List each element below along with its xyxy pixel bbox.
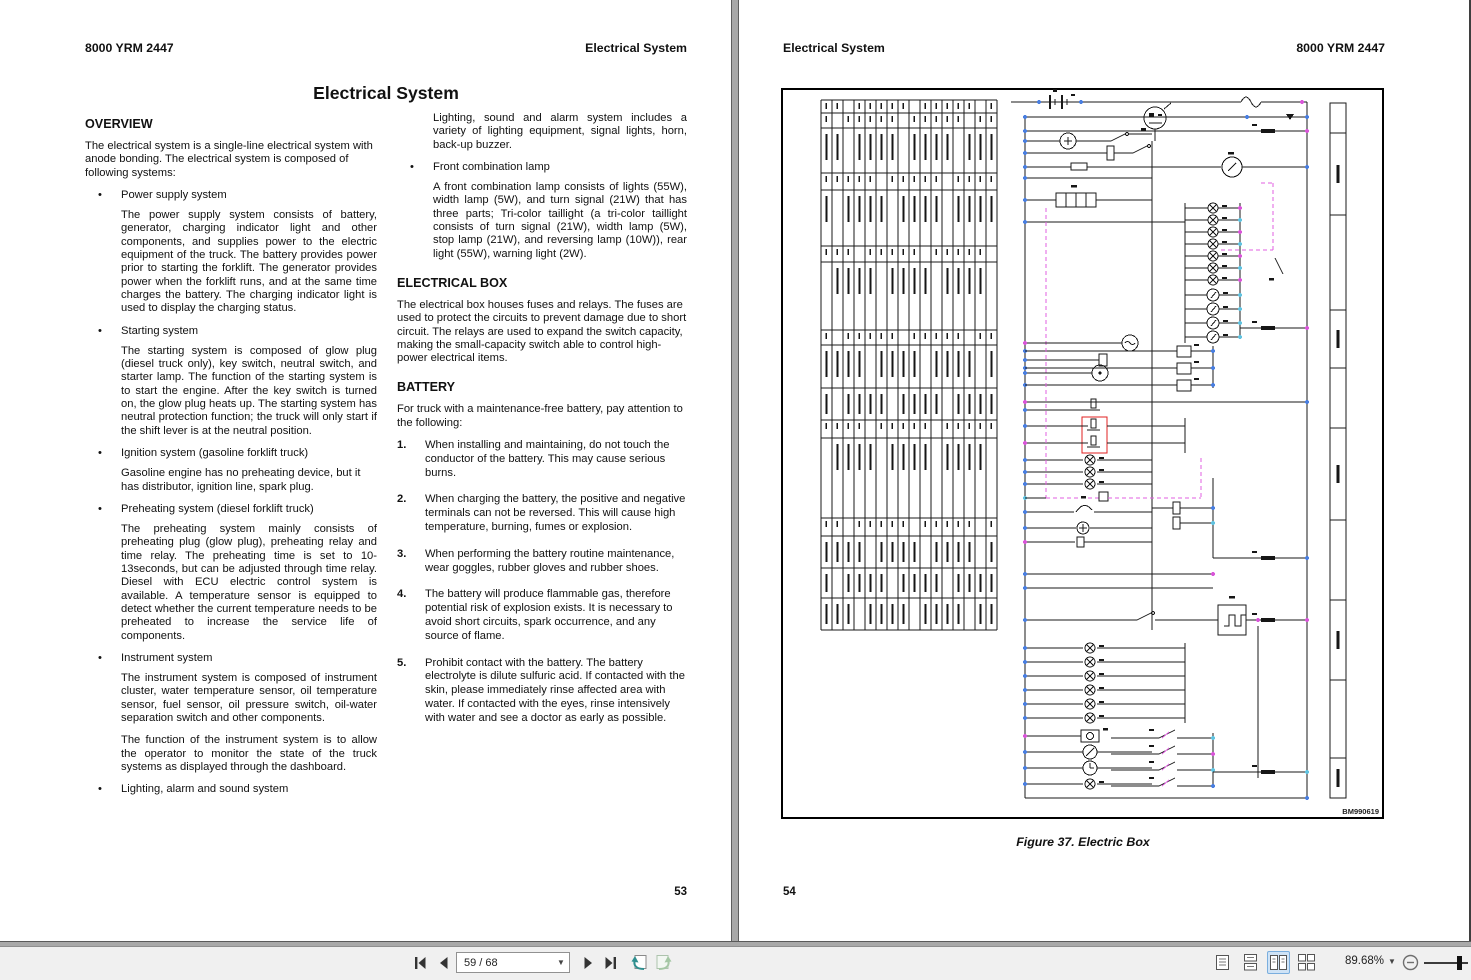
sub-paragraph: The preheating system mainly consists of preheating plug (glow plug), preheating relay and time relay. The preheating time is set to 10-13seconds, but can be adjusted through time relay. Diesel with ECU electric control system is available. A temperature sensor is equipped to detect whether the current temperature needs to be preheated to increase the service life of components. xyxy=(121,523,377,642)
header-doc-code: 8000 YRM 2447 xyxy=(1296,41,1385,55)
bullet-label: Instrument system xyxy=(121,651,213,664)
sub-paragraph: The instrument system is composed of instrument cluster, water temperature sensor, oil temperature sensor, fuel sensor, oil pressure switch, oil-water separation switch and other components. xyxy=(121,672,377,724)
item-text: When performing the battery routine maintenance, wear goggles, rubber gloves and rubber shoes. xyxy=(425,547,675,574)
figure-caption: Figure 37. Electric Box xyxy=(1016,835,1150,849)
facing-continuous-icon xyxy=(1298,954,1315,971)
page-title: Electrical System xyxy=(313,83,459,103)
text-column-2 xyxy=(397,112,687,739)
text-column-1 xyxy=(85,112,377,803)
electric-box-schematic xyxy=(781,88,1385,820)
bullet-item xyxy=(85,325,377,338)
bullet-item xyxy=(85,189,377,202)
page-field-value: 59 / 68 xyxy=(464,956,498,969)
section-heading: OVERVIEW xyxy=(85,117,153,131)
zoom-dropdown-caret-icon[interactable]: ▼ xyxy=(1388,957,1396,966)
next-view-button[interactable] xyxy=(653,952,675,974)
bullet-label: Lighting, alarm and sound system xyxy=(121,783,289,796)
last-page-icon xyxy=(603,955,619,971)
previous-view-button[interactable] xyxy=(628,952,650,974)
item-text: Prohibit contact with the battery. The battery electrolyte is dilute sulfuric acid. If contacted with the skin, please immediately rinse affected area with water. If contacted with the eyes, rinse intensively with water and see a doctor as early as possible. xyxy=(425,656,685,724)
numbered-item xyxy=(397,588,687,643)
minus-circle-icon xyxy=(1402,954,1419,971)
item-text: When installing and maintaining, do not touch the conductor of the battery. This may cause serious burns. xyxy=(425,439,670,479)
next-page-button[interactable] xyxy=(577,952,599,974)
diagram-code: BM990619 xyxy=(1342,807,1379,816)
header-doc-code: 8000 YRM 2447 xyxy=(85,41,174,55)
layout-continuous-button[interactable] xyxy=(1239,951,1262,974)
bullet-label: Starting system xyxy=(121,324,199,337)
page-number: 54 xyxy=(783,886,796,898)
chevron-down-icon[interactable]: ▼ xyxy=(557,958,565,967)
bullet-marker: • xyxy=(98,446,102,459)
bullet-item xyxy=(85,503,377,516)
zoom-out-button[interactable] xyxy=(1402,954,1419,976)
sub-paragraph: The starting system is composed of glow plug (diesel truck only), key switch, neutral switch, and starter lamp. The function of the starting system is to start the engine. After the key switch is turned on, the glow plug heats up. The starting system has neutral protection function; the truck will only start if the shift lever is at the neutral position. xyxy=(121,344,377,437)
facing-pages-icon xyxy=(1270,954,1287,971)
first-page-icon xyxy=(412,955,428,971)
page-number: 53 xyxy=(674,886,687,898)
layout-single-page-button[interactable] xyxy=(1211,951,1234,974)
bullet-label: Preheating system (diesel forklift truck) xyxy=(121,502,314,515)
paragraph: The electrical system is a single-line electrical system with anode bonding. The electrical system is composed of following systems: xyxy=(85,140,373,179)
page-53 xyxy=(0,0,731,941)
item-number: 5. xyxy=(397,656,407,669)
bullet-label: Ignition system (gasoline forklift truck) xyxy=(121,446,309,459)
zoom-slider-handle[interactable] xyxy=(1457,956,1462,970)
layout-facing-continuous-button[interactable] xyxy=(1295,951,1318,974)
item-number: 4. xyxy=(397,588,407,601)
sub-paragraph: The function of the instrument system is to allow the operator to monitor the state of the truck systems as displayed through the dashboard. xyxy=(121,734,377,773)
header-section: Electrical System xyxy=(783,41,885,55)
page-header xyxy=(783,41,1385,55)
header-section: Electrical System xyxy=(585,41,687,55)
bullet-marker: • xyxy=(98,188,102,201)
page-number-combobox[interactable] xyxy=(456,952,570,973)
bullet-item xyxy=(397,161,687,174)
zoom-level-value[interactable]: 89.68% xyxy=(1344,955,1384,967)
first-page-button[interactable] xyxy=(409,952,431,974)
next-view-icon xyxy=(654,954,674,972)
item-text: The battery will produce flammable gas, therefore potential risk of explosion exists. It is necessary to avoid short circuits, spark occurrence, and any source of flame. xyxy=(425,588,673,642)
bullet-label: Front combination lamp xyxy=(433,160,550,173)
bullet-item xyxy=(85,652,377,665)
sub-paragraph: Lighting, sound and alarm system includes a variety of lighting equipment, signal lights, horn, back-up buzzer. xyxy=(433,112,687,151)
single-page-icon xyxy=(1215,954,1230,971)
paragraph: The electrical box houses fuses and relays. The fuses are used to protect the circuits to prevent damage due to short circuit. The relays are used to expand the switch capacity, making the small-capacity switch able to control high-power electrical items. xyxy=(397,298,687,365)
numbered-item xyxy=(397,548,687,576)
sub-paragraph: A front combination lamp consists of lights (55W), width lamp (5W), and turn signal (21W) that has three parts; Tri-color taillight (a tri-color taillight consists of turn signal (21W), width lamp (5W), stop lamp (21W), and reversing lamp (10W)), rear light (55W), warning light (2W). xyxy=(433,181,687,260)
section-heading: BATTERY xyxy=(397,380,456,395)
previous-page-icon xyxy=(436,955,452,971)
sub-paragraph: The power supply system consists of battery, generator, charging indicator light and other components, and supplies power to the electric equipment of the truck. The battery provides power prior to starting the forklift. The generator provides power when the forklift runs, and at the same time charges the battery. The charging indicator light is used to display the charging status. xyxy=(121,209,377,315)
bullet-item xyxy=(85,447,377,460)
paragraph: For truck with a maintenance-free battery, pay attention to the following: xyxy=(397,403,683,429)
bullet-label: Power supply system xyxy=(121,188,227,201)
page-gap-divider xyxy=(731,0,739,941)
continuous-pages-icon xyxy=(1243,954,1258,971)
section-heading: ELECTRICAL BOX xyxy=(397,275,508,290)
item-number: 1. xyxy=(397,439,407,452)
wiring-diagram-figure xyxy=(781,88,1385,820)
bullet-marker: • xyxy=(98,324,102,337)
item-text: When charging the battery, the positive and negative terminals can not be reversed. This will cause high temperature, burning, fumes or explosion. xyxy=(425,493,686,534)
layout-facing-button[interactable] xyxy=(1267,951,1290,974)
viewer-toolbar xyxy=(0,941,1471,980)
numbered-item xyxy=(397,439,687,480)
item-number: 3. xyxy=(397,547,407,560)
bullet-marker: • xyxy=(98,783,102,796)
bullet-item xyxy=(85,783,377,796)
numbered-item xyxy=(397,493,687,534)
page-54 xyxy=(739,0,1469,941)
numbered-item xyxy=(397,657,687,726)
previous-view-icon xyxy=(629,954,649,972)
bullet-marker: • xyxy=(98,651,102,664)
last-page-button[interactable] xyxy=(600,952,622,974)
previous-page-button[interactable] xyxy=(433,952,455,974)
sub-paragraph: Gasoline engine has no preheating device, but it has distributor, ignition line, spark plug. xyxy=(121,467,361,493)
page-header xyxy=(85,41,687,55)
bullet-marker: • xyxy=(98,502,102,515)
bullet-marker: • xyxy=(410,160,414,173)
item-number: 2. xyxy=(397,493,407,506)
next-page-icon xyxy=(580,955,596,971)
